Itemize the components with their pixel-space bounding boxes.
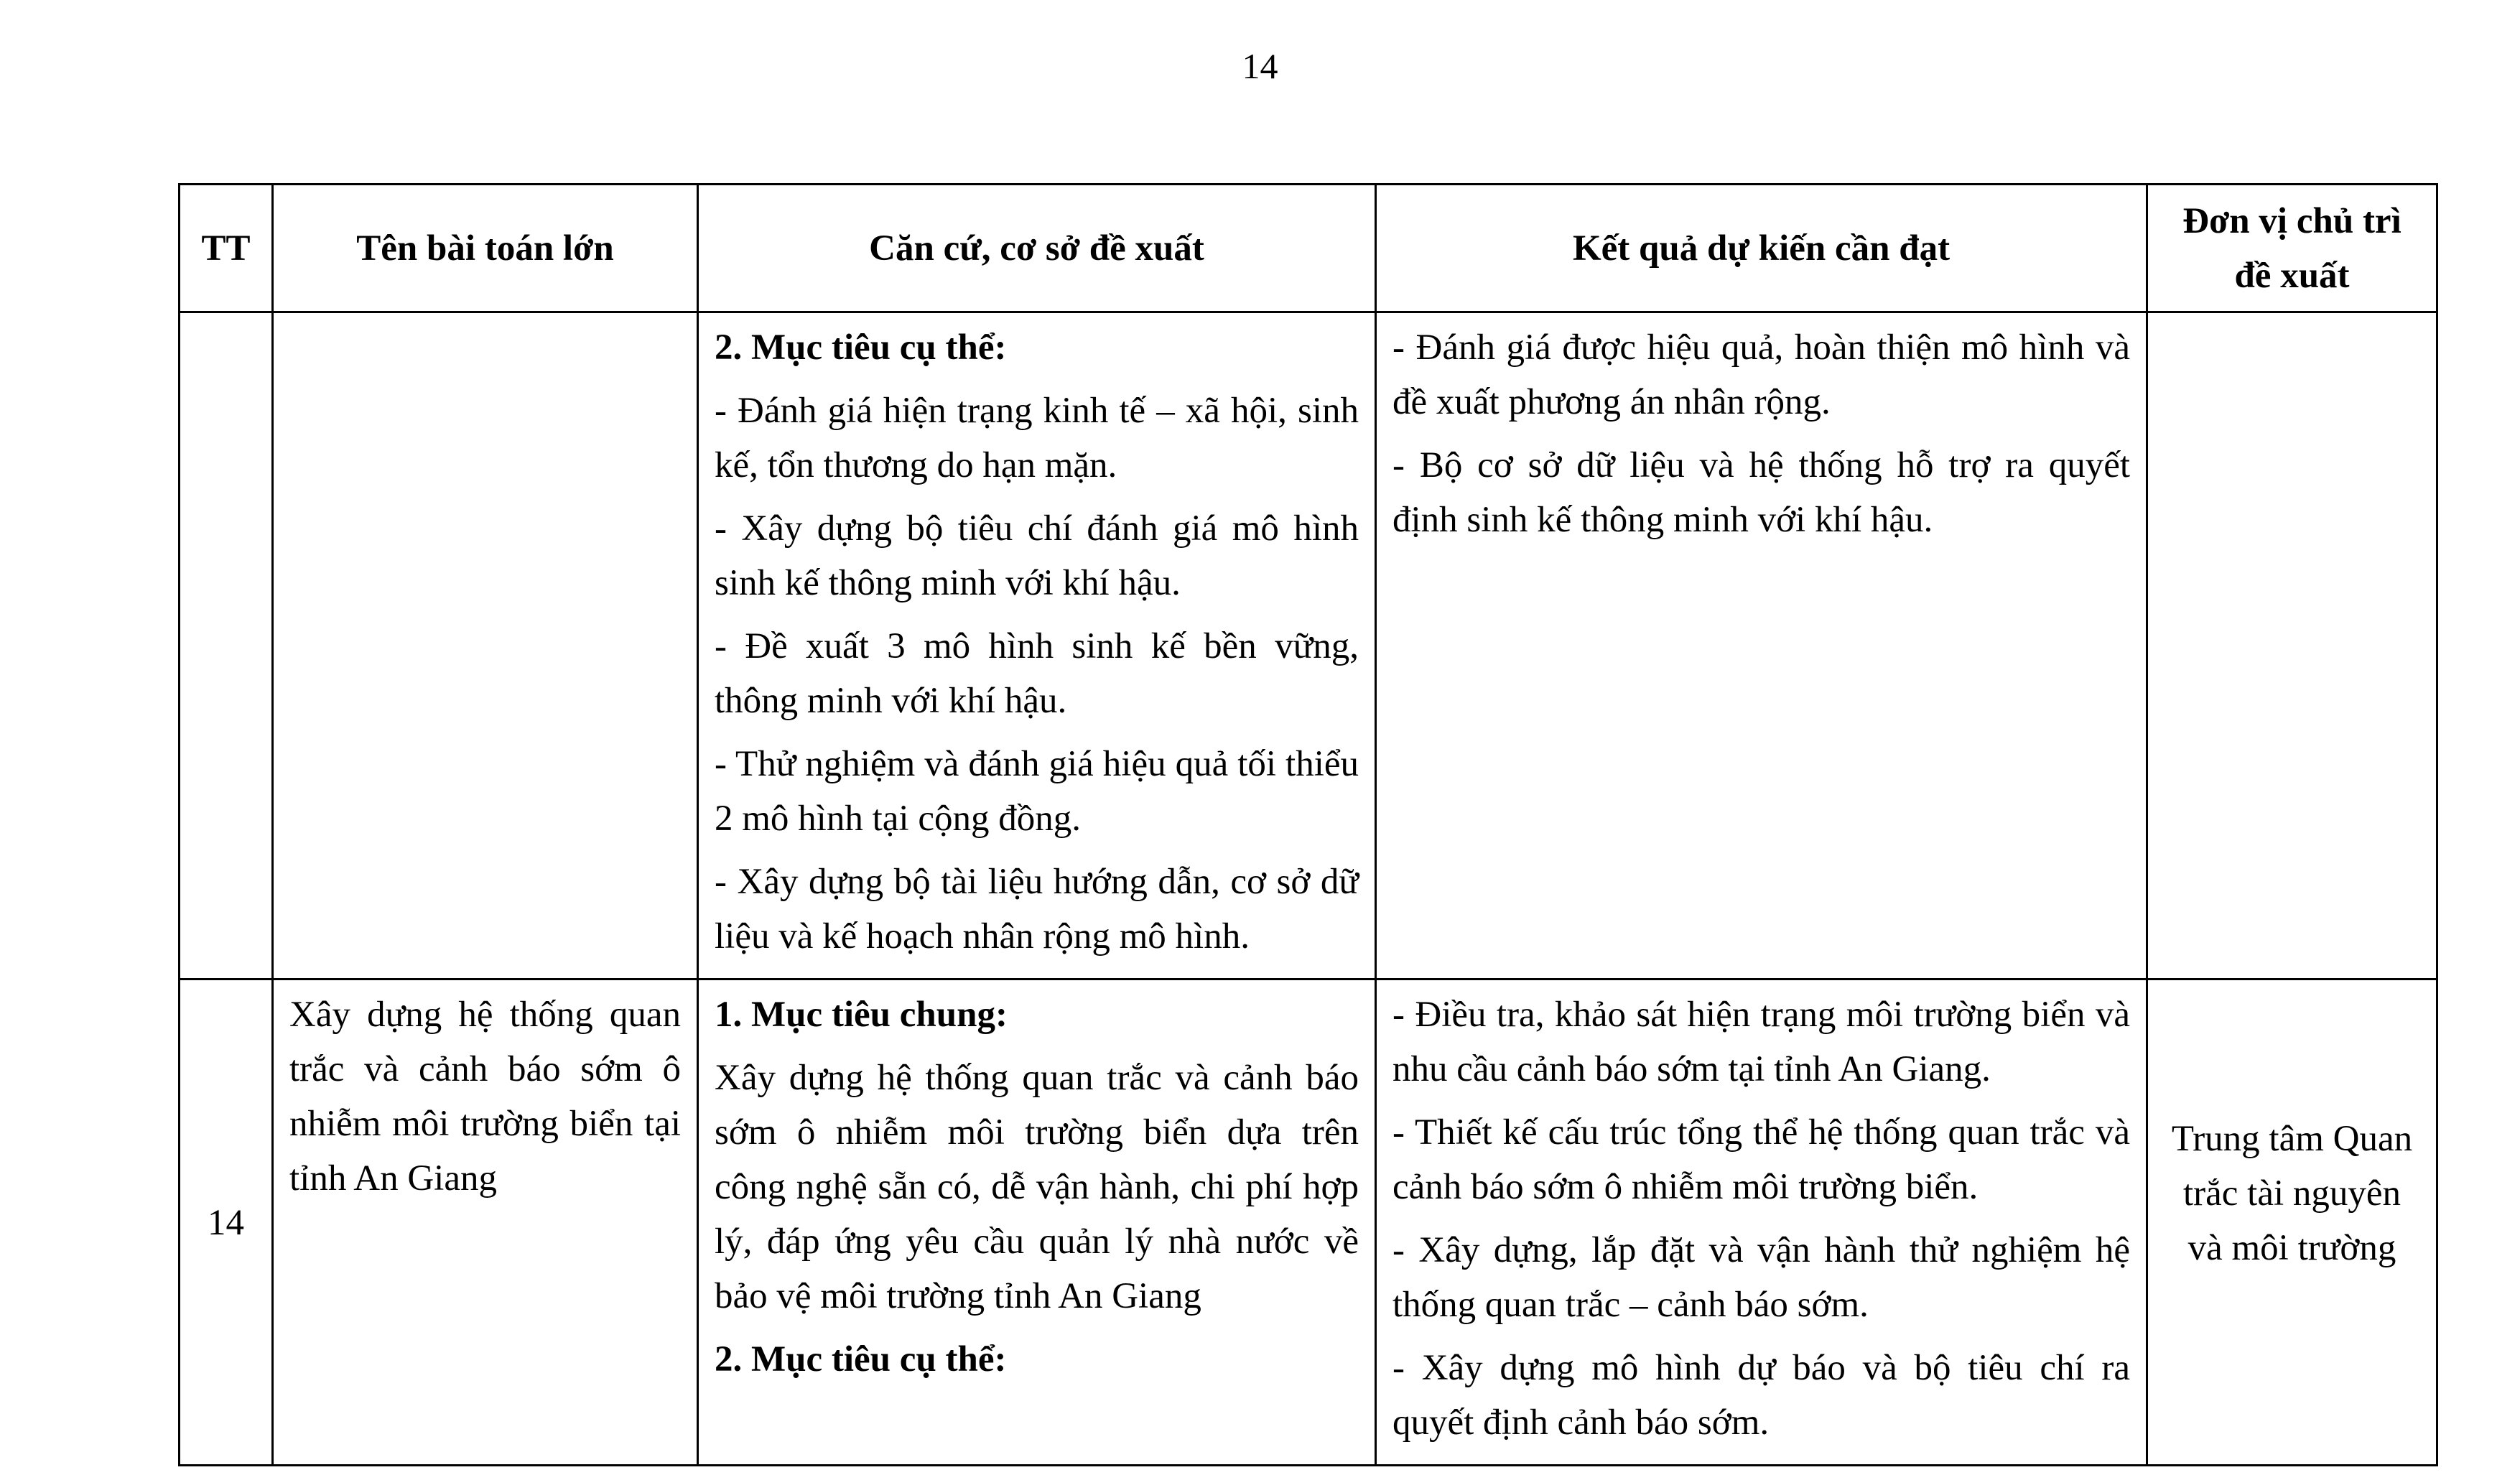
header-tt: TT bbox=[180, 185, 273, 312]
row-basis bbox=[698, 312, 1376, 980]
basis-heading: 1. Mục tiêu chung: bbox=[715, 995, 1008, 1035]
result-item: - Đánh giá được hiệu quả, hoàn thiện mô hình và đề xuất phương án nhân rộng. bbox=[1392, 327, 2130, 422]
result-item: - Bộ cơ sở dữ liệu và hệ thống hỗ trợ ra quyết định sinh kế thông minh với khí hậu. bbox=[1392, 445, 2130, 540]
header-basis: Căn cứ, cơ sở đề xuất bbox=[698, 185, 1376, 312]
basis-item: - Đề xuất 3 mô hình sinh kế bền vững, thông minh với khí hậu. bbox=[715, 626, 1359, 721]
row-basis bbox=[698, 980, 1376, 1466]
basis-heading: 2. Mục tiêu cụ thể: bbox=[715, 327, 1007, 368]
row-unit: Trung tâm Quan trắc tài nguyên và môi trường bbox=[2147, 980, 2437, 1466]
page-number: 14 bbox=[1242, 46, 1278, 86]
row-tt bbox=[180, 312, 273, 980]
result-item: - Xây dựng mô hình dự báo và bộ tiêu chí ra quyết định cảnh báo sớm. bbox=[1392, 1348, 2130, 1443]
basis-heading: 2. Mục tiêu cụ thể: bbox=[715, 1339, 1007, 1379]
header-unit: Đơn vị chủ trì đề xuất bbox=[2147, 185, 2437, 312]
table-row bbox=[180, 312, 2437, 980]
proposal-table bbox=[178, 183, 2438, 1466]
row-name bbox=[273, 312, 698, 980]
basis-item: - Đánh giá hiện trạng kinh tế – xã hội, sinh kế, tổn thương do hạn mặn. bbox=[715, 391, 1359, 485]
header-name: Tên bài toán lớn bbox=[273, 185, 698, 312]
row-tt: 14 bbox=[180, 980, 273, 1466]
row-results bbox=[1376, 980, 2147, 1466]
result-item: - Điều tra, khảo sát hiện trạng môi trường biển và nhu cầu cảnh báo sớm tại tỉnh An Giang. bbox=[1392, 995, 2130, 1089]
row-results bbox=[1376, 312, 2147, 980]
basis-item: - Xây dựng bộ tiêu chí đánh giá mô hình sinh kế thông minh với khí hậu. bbox=[715, 508, 1359, 603]
result-item: - Thiết kế cấu trúc tổng thể hệ thống quan trắc và cảnh báo sớm ô nhiễm môi trường biển. bbox=[1392, 1112, 2130, 1207]
basis-item: - Xây dựng bộ tài liệu hướng dẫn, cơ sở dữ liệu và kế hoạch nhân rộng mô hình. bbox=[715, 862, 1359, 957]
table-header-row bbox=[180, 185, 2437, 312]
result-item: - Xây dựng, lắp đặt và vận hành thử nghiệm hệ thống quan trắc – cảnh báo sớm. bbox=[1392, 1230, 2130, 1325]
row-name-text: Xây dựng hệ thống quan trắc và cảnh báo sớm ô nhiễm môi trường biển tại tỉnh An Giang bbox=[289, 995, 681, 1199]
table-row bbox=[180, 980, 2437, 1466]
basis-item: Xây dựng hệ thống quan trắc và cảnh báo sớm ô nhiễm môi trường biển dựa trên công nghệ sẵn có, dễ vận hành, chi phí hợp lý, đáp ứng yêu cầu quản lý nhà nước về bảo vệ môi trường tỉnh An Giang bbox=[715, 1058, 1359, 1316]
basis-item: - Thử nghiệm và đánh giá hiệu quả tối thiểu 2 mô hình tại cộng đồng. bbox=[715, 744, 1359, 839]
row-unit bbox=[2147, 312, 2437, 980]
row-name bbox=[273, 980, 698, 1466]
header-results: Kết quả dự kiến cần đạt bbox=[1376, 185, 2147, 312]
